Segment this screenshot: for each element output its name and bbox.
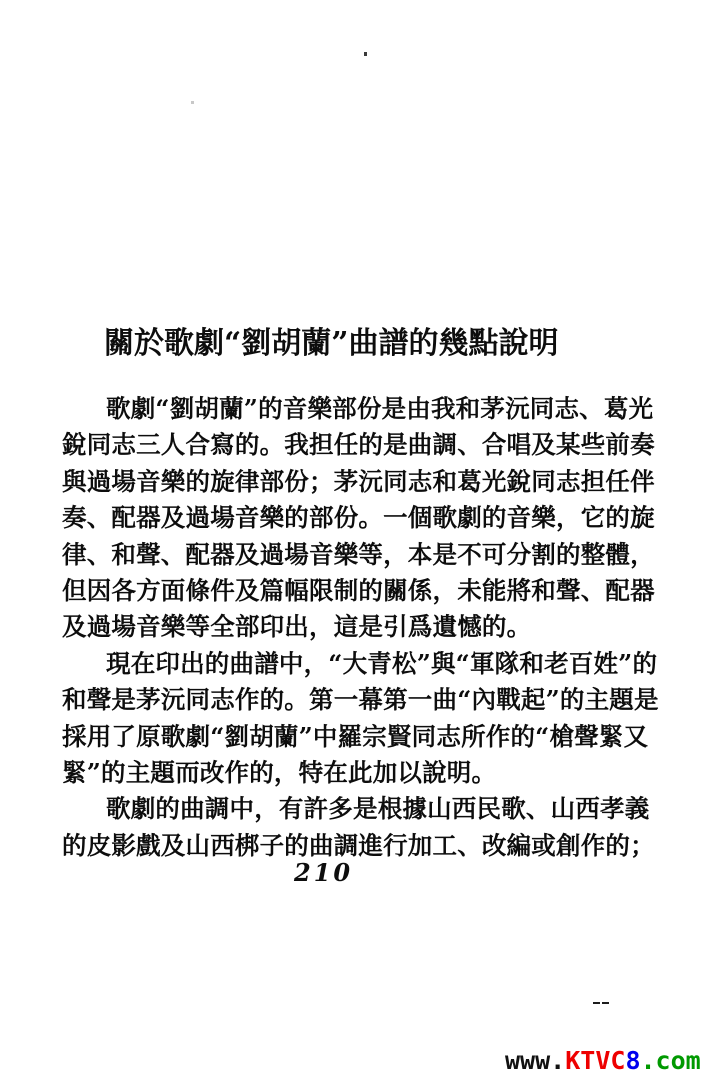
page-title: 關於歌劇“劉胡蘭”曲譜的幾點說明 (104, 326, 559, 361)
text-line: 與過場音樂的旋律部份；茅沅同志和葛光銳同志担任伴 (62, 466, 655, 496)
text-line: 緊”的主題而改作的，特在此加以說明。 (62, 757, 497, 787)
text-line: 歌劇的曲調中，有許多是根據山西民歌、山西孝義 (106, 794, 650, 824)
scan-speck (364, 52, 367, 56)
body-text (62, 391, 659, 864)
text-line: 及過場音樂等全部印出，這是引爲遺憾的。 (62, 612, 532, 642)
page-number: 210 (294, 858, 354, 887)
text-line: 律、和聲、配器及過場音樂等，本是不可分割的整體， (62, 539, 655, 569)
text-line: 採用了原歌劇“劉胡蘭”中羅宗賢同志所作的“槍聲緊又 (62, 721, 649, 751)
text-line: 現在印出的曲譜中，“大青松”與“軍隊和老百姓”的 (106, 648, 658, 678)
watermark-segment: KTVC (565, 1046, 626, 1075)
text-line: 奏、配器及過場音樂的部份。一個歌劇的音樂，它的旋 (62, 503, 655, 533)
text-line: 的皮影戲及山西梆子的曲調進行加工、改編或創作的； (62, 830, 655, 860)
text-line: 銳同志三人合寫的。我担任的是曲調、合唱及某些前奏 (62, 430, 655, 460)
scan-speck (191, 101, 194, 104)
scan-mark (602, 1002, 609, 1004)
watermark-segment: 8 (625, 1046, 641, 1075)
text-line: 歌劇“劉胡蘭”的音樂部份是由我和茅沅同志、葛光 (106, 394, 654, 423)
watermark-segment: .com (640, 1046, 701, 1075)
scan-mark (593, 1002, 600, 1004)
text-line: 和聲是茅沅同志作的。第一幕第一曲“內戰起”的主題是 (62, 685, 659, 715)
watermark-segment: www. (505, 1046, 566, 1075)
watermark (505, 1048, 701, 1073)
text-line: 但因各方面條件及篇幅限制的關係，未能將和聲、配器 (62, 575, 655, 605)
